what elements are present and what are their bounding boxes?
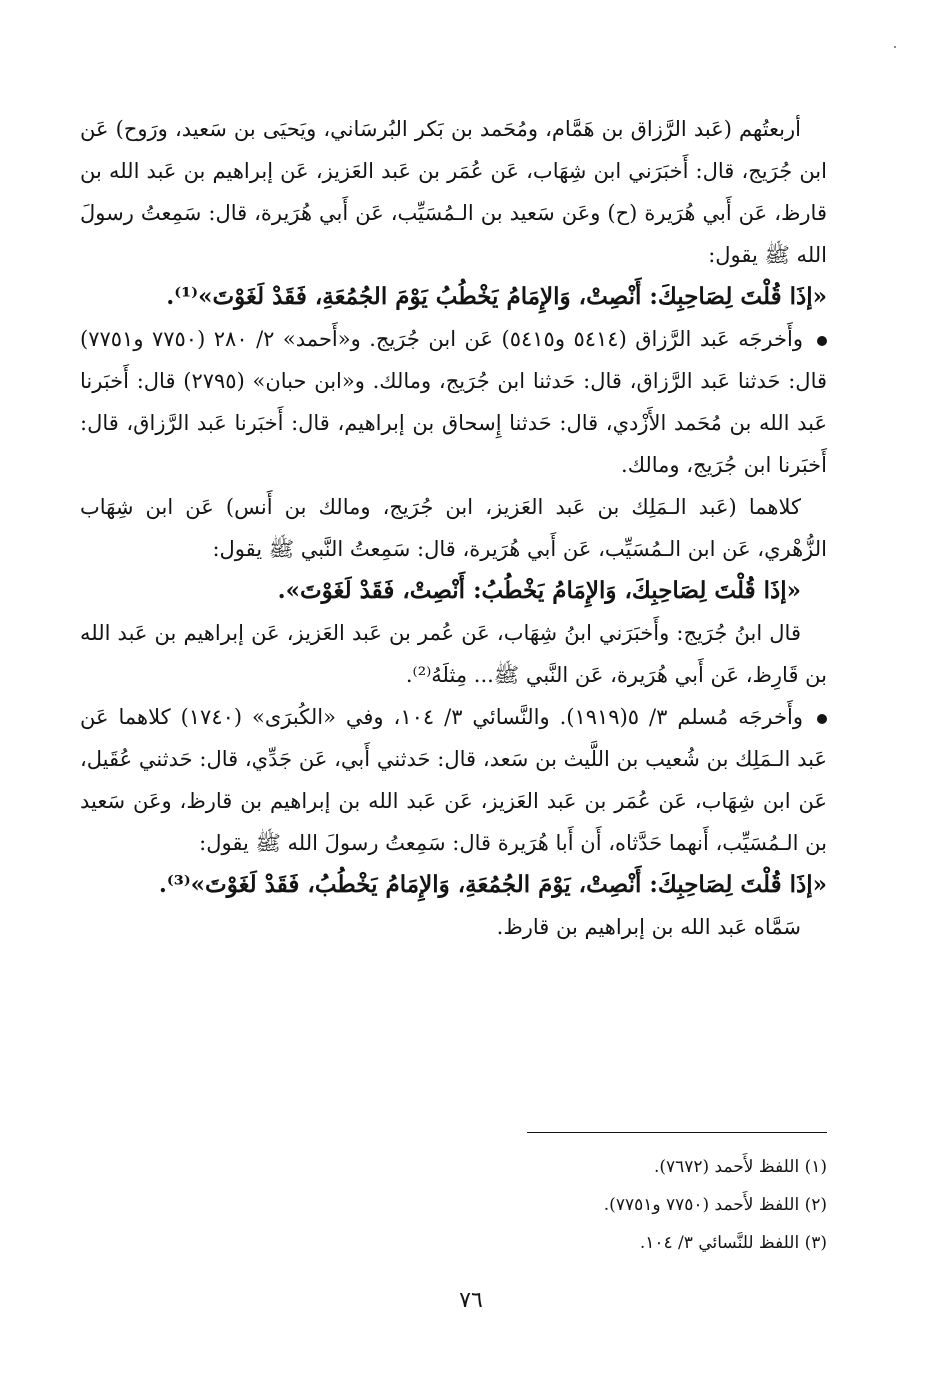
paragraph-chain-3: قال ابنُ جُرَيج: وأَخبَرَني ابنُ شِهَاب، عَن عُمر بن عَبد العَزيز، عَن إبراهيم بن عَبد الله بن قَارِظ، عَن أَبي هُرَيرة، عَن النَّبي ﷺ... مِثلَهُ⁽²⁾.	[80, 621, 827, 687]
hadith-text-3: «إذَا قُلْتَ لِصَاحِبِكَ: أَنْصِتْ، يَوْمَ الجُمُعَةِ، وَالإِمَامُ يَخْطُبُ، فَقَدْ لَغَوْتَ»⁽³⁾.	[158, 871, 827, 898]
main-text-block	[80, 108, 827, 948]
footnotes-block	[300, 1148, 827, 1262]
footnote-divider	[527, 1132, 827, 1133]
scan-mark	[894, 46, 896, 48]
bullet-icon	[817, 336, 827, 346]
hadith-text-2: «إذَا قُلْتَ لِصَاحِبِكَ، وَالإِمَامُ يَخْطُبُ: أَنْصِتْ، فَقَدْ لَغَوْتَ».	[277, 577, 801, 604]
takhrij-paragraph-2	[80, 696, 827, 864]
hadith-text-1: «إذَا قُلْتَ لِصَاحِبِكَ: أَنْصِتْ، وَالإِمَامُ يَخْطُبُ يَوْمَ الجُمُعَةِ، فَقَدْ لَغَوْتَ»⁽¹⁾.	[166, 283, 827, 310]
page-number: ٧٦	[459, 1288, 483, 1313]
narrator-note: سَمَّاه عَبد الله بن إبراهيم بن قارظ.	[496, 915, 801, 939]
footnote-2: (٢) اللفظ لأَحمد (٧٧٥٠ و٧٧٥١).	[603, 1195, 827, 1215]
takhrij-text-2: وأَخرجَه مُسلم ٣/ ٥(١٩١٩). والنَّسائي ٣/ ١٠٤، وفي «الكُبرَى» (١٧٤٠) كلاهما عَن عَبد الـمَلِك بن شُعيب بن اللَّيث بن سَعد، قال: حَدثني أَبي، عَن جَدِّي، قال: حَدثني عُقَيل، عَن ابن شِهَاب، عَن عُمَر بن عَبد العَزيز، عَن عَبد الله بن إبراهيم بن قارظ، وعَن سَعيد بن الـمُسَيِّب، أَنهما حَدَّثاه، أَن أَبا هُرَيرة قال: سَمِعتُ رسولَ الله ﷺ يقول:	[80, 705, 827, 855]
bullet-icon	[817, 714, 827, 724]
takhrij-paragraph-1	[80, 318, 827, 486]
paragraph-chain-2: كلاهما (عَبد الـمَلِك بن عَبد العَزيز، ابن جُرَيج، ومالك بن أَنس) عَن ابن شِهَاب الزُّهْري، عَن ابن الـمُسَيِّب، عَن أَبي هُرَيرة، قال: سَمِعتُ النَّبي ﷺ يقول:	[80, 495, 827, 561]
footnote-3: (٣) اللفظ للنَّسائي ٣/ ١٠٤.	[639, 1233, 827, 1253]
paragraph-chain-1: أربعتُهم (عَبد الرَّزاق بن هَمَّام، ومُحَمد بن بَكر البُرسَاني، ويَحيَى بن سَعيد، ورَوح) عَن ابن جُرَيج، قال: أَخبَرَني ابن شِهَاب، عَن عُمَر بن عَبد العَزيز، عَن إبراهيم بن عَبد الله بن قارظ، عَن أَبي هُرَيرة (ح) وعَن سَعيد بن الـمُسَيِّب، عَن أَبي هُرَيرة، قال: سَمِعتُ رسولَ الله ﷺ يقول:	[80, 117, 827, 267]
takhrij-text-1: وأَخرجَه عَبد الرَّزاق (٥٤١٤ و٥٤١٥) عَن ابن جُرَيج. و«أَحمد» ٢/ ٢٨٠ (٧٧٥٠ و٧٧٥١) قال: حَدثنا عَبد الرَّزاق، قال: حَدثنا ابن جُرَيج، ومالك. و«ابن حبان» (٢٧٩٥) قال: أَخبَرنا عَبد الله بن مُحَمد الأَزْدي، قال: حَدثنا إِسحاق بن إبراهيم، قال: أَخبَرنا عَبد الرَّزاق، قال: أَخبَرنا ابن جُرَيج، ومالك.	[80, 327, 828, 477]
footnote-1: (١) اللفظ لأَحمد (٧٦٧٢).	[653, 1157, 827, 1177]
